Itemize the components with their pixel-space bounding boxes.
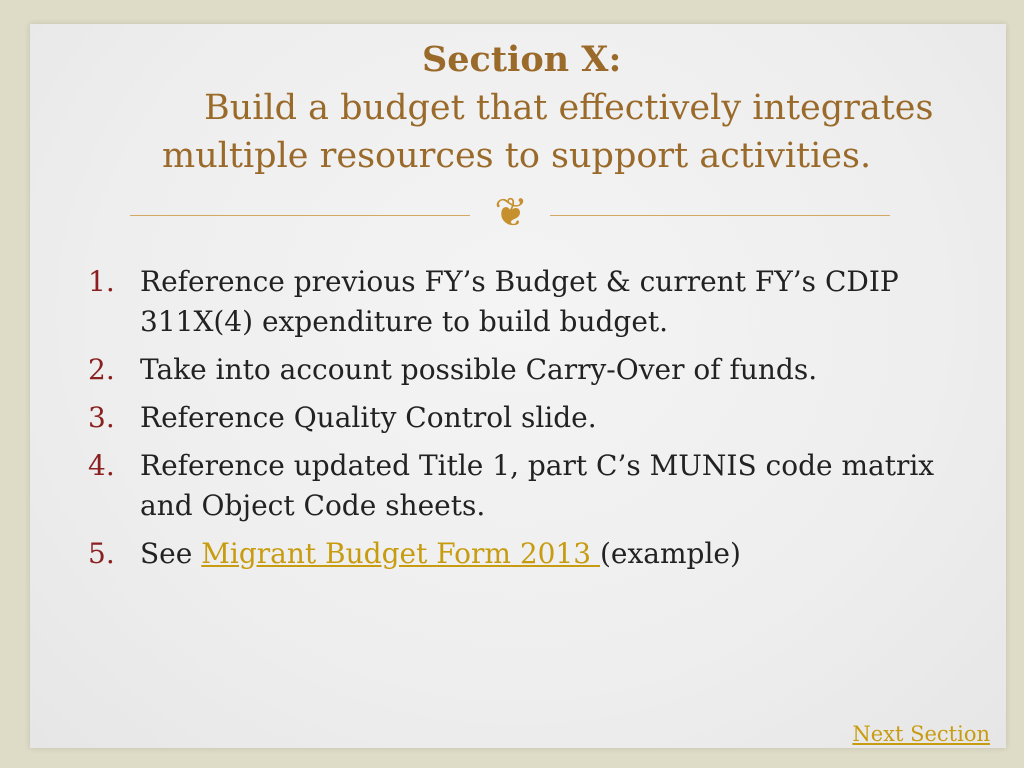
divider-left (130, 215, 470, 216)
title-line-2: Build a budget that effectively integrates (204, 88, 934, 128)
list-item (88, 534, 948, 574)
list-item (88, 446, 948, 526)
slide (30, 24, 1006, 748)
decorative-flourish-icon: ❦ (494, 190, 528, 236)
list-item-suffix: (example) (599, 537, 741, 570)
list-number: 3. (88, 401, 115, 434)
list-item-prefix: See (140, 537, 202, 570)
list-number: 5. (88, 537, 115, 570)
list-number: 4. (88, 449, 115, 482)
list-number: 1. (88, 265, 115, 298)
list-item-text: Reference previous FY’s Budget & current FY’s CDIP 311X(4) expenditure to build budget. (140, 265, 899, 338)
list-item (88, 262, 948, 342)
title-line-3: multiple resources to support activities. (162, 136, 872, 176)
list-item-text: Reference Quality Control slide. (140, 401, 597, 434)
list-item-text: Take into account possible Carry-Over of funds. (140, 353, 818, 386)
numbered-list (88, 262, 948, 582)
title-section-label: Section X: (422, 39, 622, 80)
divider-right (550, 215, 890, 216)
list-item (88, 350, 948, 390)
migrant-budget-form-link[interactable]: Migrant Budget Form 2013 (201, 537, 600, 570)
next-section-link[interactable]: Next Section (852, 722, 990, 746)
list-item (88, 398, 948, 438)
list-item-text: Reference updated Title 1, part C’s MUNIS code matrix and Object Code sheets. (140, 449, 935, 522)
list-number: 2. (88, 353, 115, 386)
